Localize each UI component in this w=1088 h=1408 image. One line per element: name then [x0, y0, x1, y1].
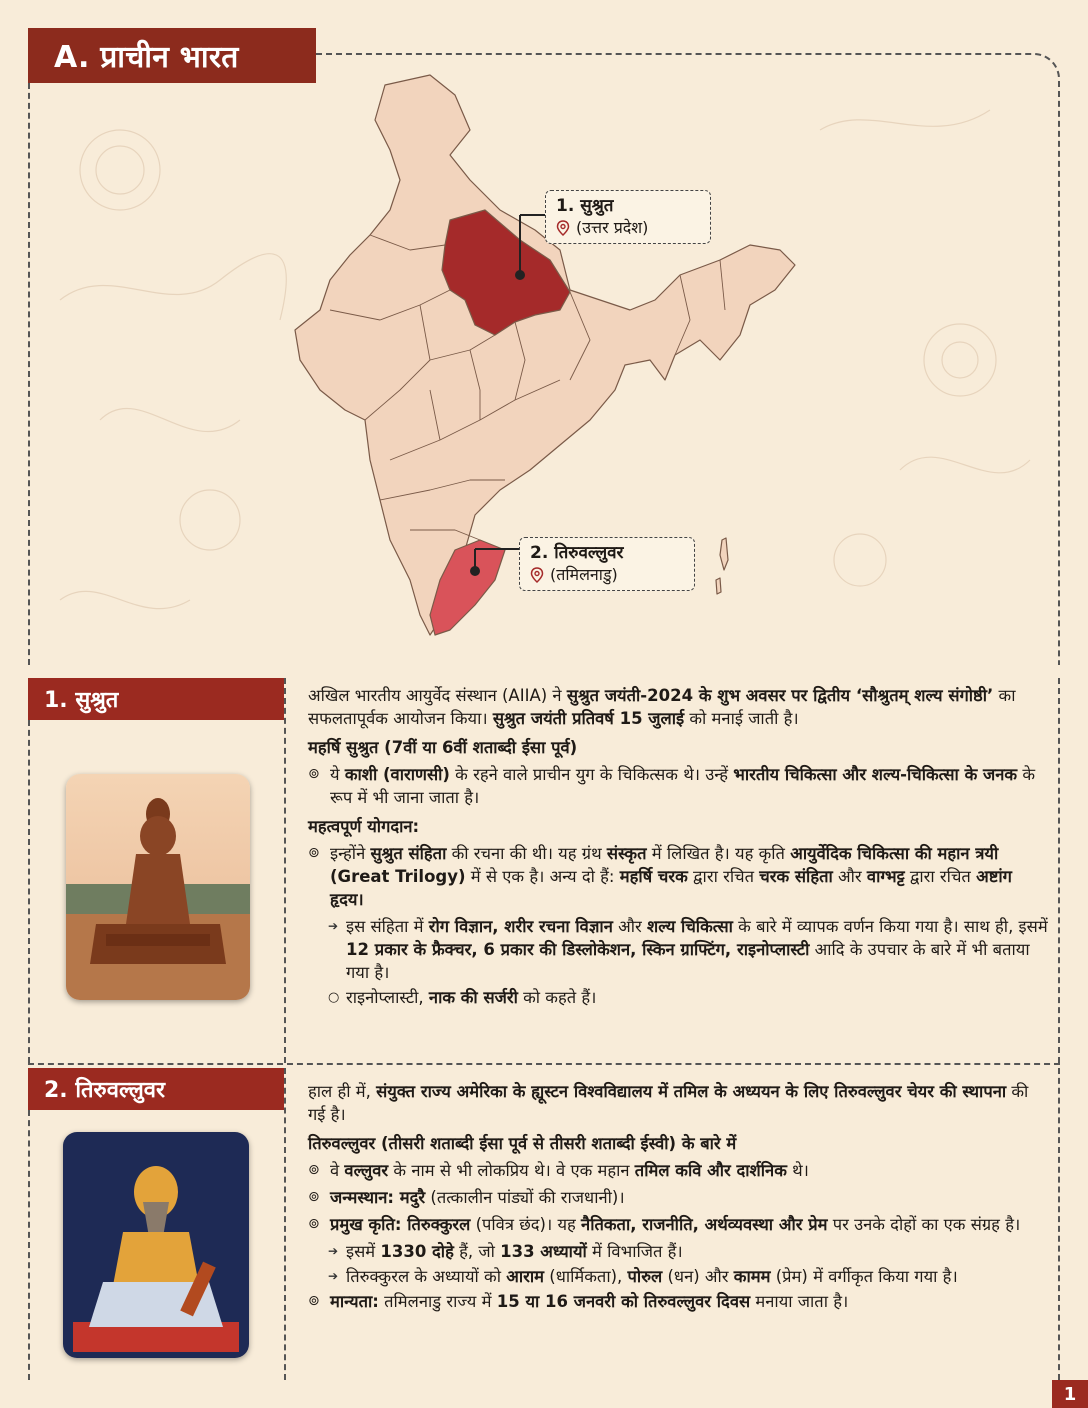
intro-paragraph: अखिल भारतीय आयुर्वेद संस्थान (AIIA) ने सुश्रुत जयंती-2024 के शुभ अवसर पर द्वितीय ‘सौश्रुतम् शल्य संगोष्ठी’ का सफलतापूर्वक आयोजन किया। सुश्रुत जयंती प्रतिवर्ष 15 जुलाई को मनाई जाती है। [308, 686, 1016, 728]
thiruvalluvar-text [308, 1080, 1048, 1317]
bullet: ⊚ जन्मस्थान: मदुरै (तत्कालीन पांड्यों की राजधानी)। [308, 1186, 1048, 1209]
section-sushruta [28, 678, 1060, 1063]
location-pin-icon [556, 220, 570, 236]
bullet: ⊚ मान्यता: तमिलनाडु राज्य में 15 या 16 जनवरी को तिरुवल्लुवर दिवस मनाया जाता है। [308, 1290, 1048, 1313]
callout-state: (तमिलनाडु) [550, 565, 618, 584]
section-tab-sushruta: 1. सुश्रुत [28, 678, 284, 720]
intro-paragraph: हाल ही में, संयुक्त राज्य अमेरिका के ह्यूस्टन विश्वविद्यालय में तमिल के अध्ययन के लिए तिरुवल्लुवर चेयर की स्थापना की गई है। [308, 1082, 1029, 1124]
map-callout-thiruvalluvar [519, 537, 695, 591]
callout-location [556, 217, 698, 239]
bullet: ⊚ ये काशी (वाराणसी) के रहने वाले प्राचीन युग के चिकित्सक थे। उन्हें भारतीय चिकित्सा और शल्य-चिकित्सा के जनक के रूप में भी जाना जाता है। [308, 763, 1048, 809]
subheading: तिरुवल्लुवर (तीसरी शताब्दी ईसा पूर्व से तीसरी शताब्दी ईस्वी) के बारे में [308, 1134, 737, 1153]
location-pin-icon [530, 567, 544, 583]
section-tab-thiruvalluvar: 2. तिरुवल्लुवर [28, 1068, 284, 1110]
sushruta-statue-image [66, 774, 250, 1000]
sub-bullet: ➔ इसमें 1330 दोहे हैं, जो 133 अध्यायों में विभाजित हैं। [308, 1240, 1048, 1263]
bullet: ⊚ इन्होंने सुश्रुत संहिता की रचना की थी। यह ग्रंथ संस्कृत में लिखित है। यह कृति आयुर्वेदिक चिकित्सा की महान त्रयी (Great Trilogy) में से एक है। अन्य दो हैं: महर्षि चरक द्वारा रचित चरक संहिता और वाग्भट्ट द्वारा रचित अष्टांग हृदय। [308, 842, 1048, 911]
page-number: 1 [1052, 1380, 1088, 1408]
callout-state: (उत्तर प्रदेश) [576, 218, 649, 237]
callout-location [530, 564, 682, 586]
section-title: A. प्राचीन भारत [28, 28, 316, 83]
subheading: महर्षि सुश्रुत (7वीं या 6वीं शताब्दी ईसा पूर्व) [308, 738, 578, 757]
thiruvalluvar-portrait-image [63, 1132, 249, 1358]
map-frame-left [28, 83, 30, 665]
callout-title: 1. सुश्रुत [556, 196, 614, 216]
section-thiruvalluvar [28, 1068, 1060, 1380]
bullet: ⊚ प्रमुख कृति: तिरुक्कुरल (पवित्र छंद)। यह नैतिकता, राजनीति, अर्थव्यवस्था और प्रेम पर उनके दोहों का एक संग्रह है। [308, 1213, 1048, 1236]
map-callout-sushruta [545, 190, 711, 244]
sub-sub-bullet: ○ राइनोप्लास्टी, नाक की सर्जरी को कहते हैं। [308, 986, 1048, 1009]
andaman-islands [720, 538, 728, 570]
subheading: महत्वपूर्ण योगदान: [308, 817, 420, 836]
bullet: ⊚ वे वल्लुवर के नाम से भी लोकप्रिय थे। वे एक महान तमिल कवि और दार्शनिक थे। [308, 1159, 1048, 1182]
sushruta-text [308, 684, 1048, 1009]
sub-bullet: ➔ इस संहिता में रोग विज्ञान, शरीर रचना विज्ञान और शल्य चिकित्सा के बारे में व्यापक वर्णन किया गया है। साथ ही, इसमें 12 प्रकार के फ्रैक्चर, 6 प्रकार की डिस्लोकेशन, स्किन ग्राफ्टिंग, राइनोप्लास्टी आदि के उपचार के बारे में भी बताया गया है। [308, 915, 1048, 984]
sub-bullet: ➔ तिरुक्कुरल के अध्यायों को आराम (धार्मिकता), पोरुल (धन) और कामम (प्रेम) में वर्गीकृत किया गया है। [308, 1265, 1048, 1288]
callout-title: 2. तिरुवल्लुवर [530, 543, 624, 563]
